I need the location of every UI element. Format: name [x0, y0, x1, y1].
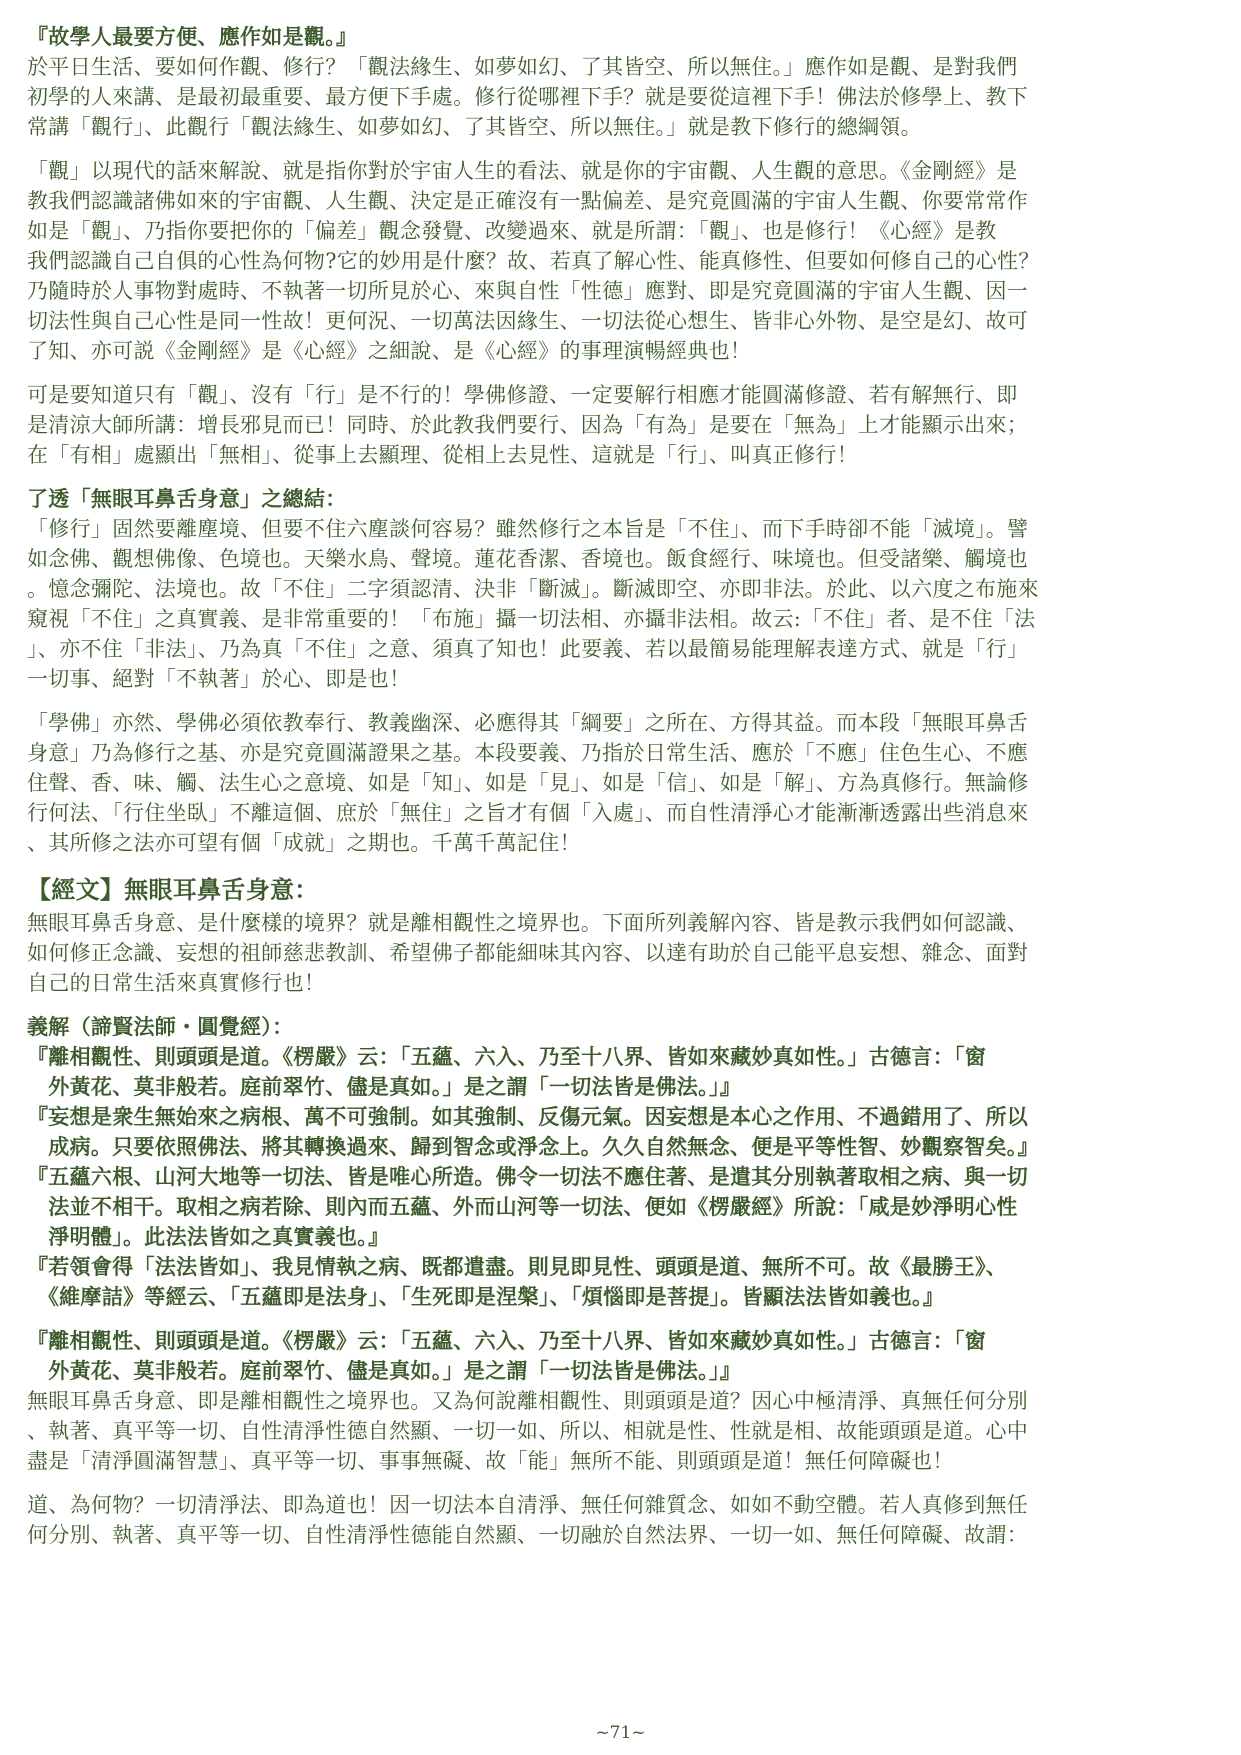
body-line: 「觀」以現代的話來解說、就是指你對於宇宙人生的看法、就是你的宇宙觀、人生觀的意思。《金剛經》是 [27, 159, 1018, 183]
body-line: 窺視「不住」之真實義、是非常重要的！「布施」攝一切法相、亦攝非法相。故云:「不住」者、是不住「法 [27, 607, 1036, 631]
body-line: 住聲、香、味、觸、法生心之意境、如是「知」、如是「見」、如是「信」、如是「解」、方為真修行。無論修 [27, 771, 1029, 795]
quote-line: 法並不相干。取相之病若除、則內而五蘊、外而山河等一切法、便如《楞嚴經》所說：「咸是妙淨明心性 [27, 1194, 1018, 1219]
body-line: 行何法、「行住坐臥」不離這個、庶於「無住」之旨才有個「入處」、而自性清淨心才能漸漸透露出些消息來 [27, 801, 1029, 825]
body-line: 切法性與自己心性是同一性故！更何況、一切萬法因緣生、一切法從心想生、皆非心外物、是空是幻、故可 [27, 309, 1029, 333]
quote-line: 外黃花、莫非般若。庭前翠竹、儘是真如。」是之謂「一切法皆是佛法。」』 [27, 1074, 741, 1099]
quote-line: 『五蘊六根、山河大地等一切法、皆是唯心所造。佛令一切法不應住著、是遣其分別執著取相之病、與一切 [27, 1164, 1029, 1189]
body-line: 如是「觀」、乃指你要把你的「偏差」觀念發覺、改變過來、就是所謂：「觀」、也是修行！《心經》是教 [27, 219, 997, 243]
body-line: 」、亦不住「非法」、乃為真「不住」之意、須真了知也！此要義、若以最簡易能理解表達方式、就是「行」 [27, 637, 1029, 661]
body-line: 教我們認識諸佛如來的宇宙觀、人生觀、決定是正確沒有一點偏差、是究竟圓滿的宇宙人生觀、你要常常作 [27, 189, 1029, 213]
quote-line: 《維摩詰》等經云、「五蘊即是法身」、「生死即是涅槃」、「煩惱即是菩提」。皆顯法法皆如義也。』 [27, 1284, 945, 1309]
body-line: 如念佛、觀想佛像、色境也。天樂水鳥、聲境。蓮花香潔、香境也。飯食經行、味境也。但受諸樂、觸境也 [27, 547, 1029, 571]
body-line: 道、為何物？一切清淨法、即為道也！因一切法本自清淨、無任何雜質念、如如不動空體。若人真修到無任 [27, 1493, 1029, 1517]
scripture-heading: 【經文】無眼耳鼻舌身意： [27, 875, 319, 904]
quote-line: 外黃花、莫非般若。庭前翠竹、儘是真如。」是之謂「一切法皆是佛法。」』 [27, 1358, 741, 1383]
quote-line: 『妄想是衆生無始來之病根、萬不可強制。如其強制、反傷元氣。因妄想是本心之作用、不過錯用了、所以 [27, 1104, 1029, 1129]
body-line: 、其所修之法亦可望有個「成就」之期也。千萬千萬記住！ [27, 831, 581, 855]
quote-line: 成病。只要依照佛法、將其轉換過來、歸到智念或淨念上。久久自然無念、便是平等性智、妙觀察智矣。』 [27, 1134, 1039, 1159]
body-line: 。憶念彌陀、法境也。故「不住」二字須認清、決非「斷滅」。斷滅即空、亦即非法。於此、以六度之布施來 [27, 577, 1039, 601]
quote-line: 『離相觀性、則頭頭是道。《楞嚴》云：「五蘊、六入、乃至十八界、皆如來藏妙真如性。」古德言：「窗 [27, 1044, 987, 1069]
section-heading: 了透「無眼耳鼻舌身意」之總結： [27, 486, 347, 511]
body-line: 於平日生活、要如何作觀、修行？「觀法緣生、如夢如幻、了其皆空、所以無住。」應作如是觀、是對我們 [27, 55, 1018, 79]
body-line: 在「有相」處顯出「無相」、從事上去顯理、從相上去見性、這就是「行」、叫真正修行！ [27, 443, 858, 467]
body-line: 常講「觀行」、此觀行「觀法緣生、如夢如幻、了其皆空、所以無住。」就是教下修行的總綱領。 [27, 115, 922, 139]
body-line: 可是要知道只有「觀」、沒有「行」是不行的！學佛修證、一定要解行相應才能圓滿修證、若有解無行、即 [27, 383, 1018, 407]
quote-line: 『若領會得「法法皆如」、我見情執之病、既都遣盡。則見即見性、頭頭是道、無所不可。故《最勝王》、 [27, 1254, 1008, 1279]
body-line: 無眼耳鼻舌身意、是什麼樣的境界？就是離相觀性之境界也。下面所列義解內容、皆是教示我們如何認識、 [27, 911, 1029, 935]
body-line: 身意」乃為修行之基、亦是究竟圓滿證果之基。本段要義、乃指於日常生活、應於「不應」住色生心、不應 [27, 741, 1029, 765]
body-line: 我們認識自己自俱的心性為何物?它的妙用是什麼？故、若真了解心性、能真修性、但要如何修自己的心性？ [27, 249, 1040, 273]
body-line: 「修行」固然要離塵境、但要不住六塵談何容易？雖然修行之本旨是「不住」、而下手時卻不能「滅境」。譬 [27, 517, 1029, 541]
body-line: 自己的日常生活來真實修行也！ [27, 971, 326, 995]
commentary-heading: 義解（諦賢法師・圓覺經）： [27, 1014, 294, 1039]
body-line: 一切事、絕對「不執著」於心、即是也！ [27, 667, 411, 691]
body-line: 了知、亦可説《金剛經》是《心經》之細說、是《心經》的事理演暢經典也！ [27, 339, 752, 363]
body-line: 、執著、真平等一切、自性清淨性德自然顯、一切一如、所以、相就是性、性就是相、故能頭頭是道。心中 [27, 1419, 1029, 1443]
body-line: 初學的人來講、是最初最重要、最方便下手處。修行從哪裡下手？就是要從這裡下手！佛法於修學上、教下 [27, 85, 1029, 109]
quote-line: 『離相觀性、則頭頭是道。《楞嚴》云：「五蘊、六入、乃至十八界、皆如來藏妙真如性。」古德言：「窗 [27, 1328, 987, 1353]
body-line: 「學佛」亦然、學佛必須依教奉行、教義幽深、必應得其「綱要」之所在、方得其益。而本段「無眼耳鼻舌 [27, 711, 1029, 735]
body-line: 何分別、執著、真平等一切、自性清淨性德能自然顯、一切融於自然法界、一切一如、無任何障礙、故謂： [27, 1523, 1029, 1547]
quote-line: 淨明體」。此法法皆如之真實義也。』 [27, 1224, 390, 1249]
heading-line: 『故學人最要方便、應作如是觀。』 [27, 24, 358, 49]
page-number: ~71~ [595, 1723, 646, 1743]
body-line: 如何修正念識、妄想的祖師慈悲教訓、希望佛子都能細味其內容、以達有助於自己能平息妄想、雜念、面對 [27, 941, 1029, 965]
body-line: 盡是「清淨圓滿智慧」、真平等一切、事事無礙、故「能」無所不能、則頭頭是道！無任何障礙也！ [27, 1449, 954, 1473]
body-line: 乃隨時於人事物對處時、不執著一切所見於心、來與自性「性德」應對、即是究竟圓滿的宇宙人生觀、因一 [27, 279, 1029, 303]
body-line: 是清涼大師所講：增長邪見而已！同時、於此教我們要行、因為「有為」是要在「無為」上才能顯示出來； [27, 413, 1029, 437]
body-line: 無眼耳鼻舌身意、即是離相觀性之境界也。又為何說離相觀性、則頭頭是道？因心中極清淨、真無任何分別 [27, 1389, 1029, 1413]
document-page [27, 22, 1217, 1550]
